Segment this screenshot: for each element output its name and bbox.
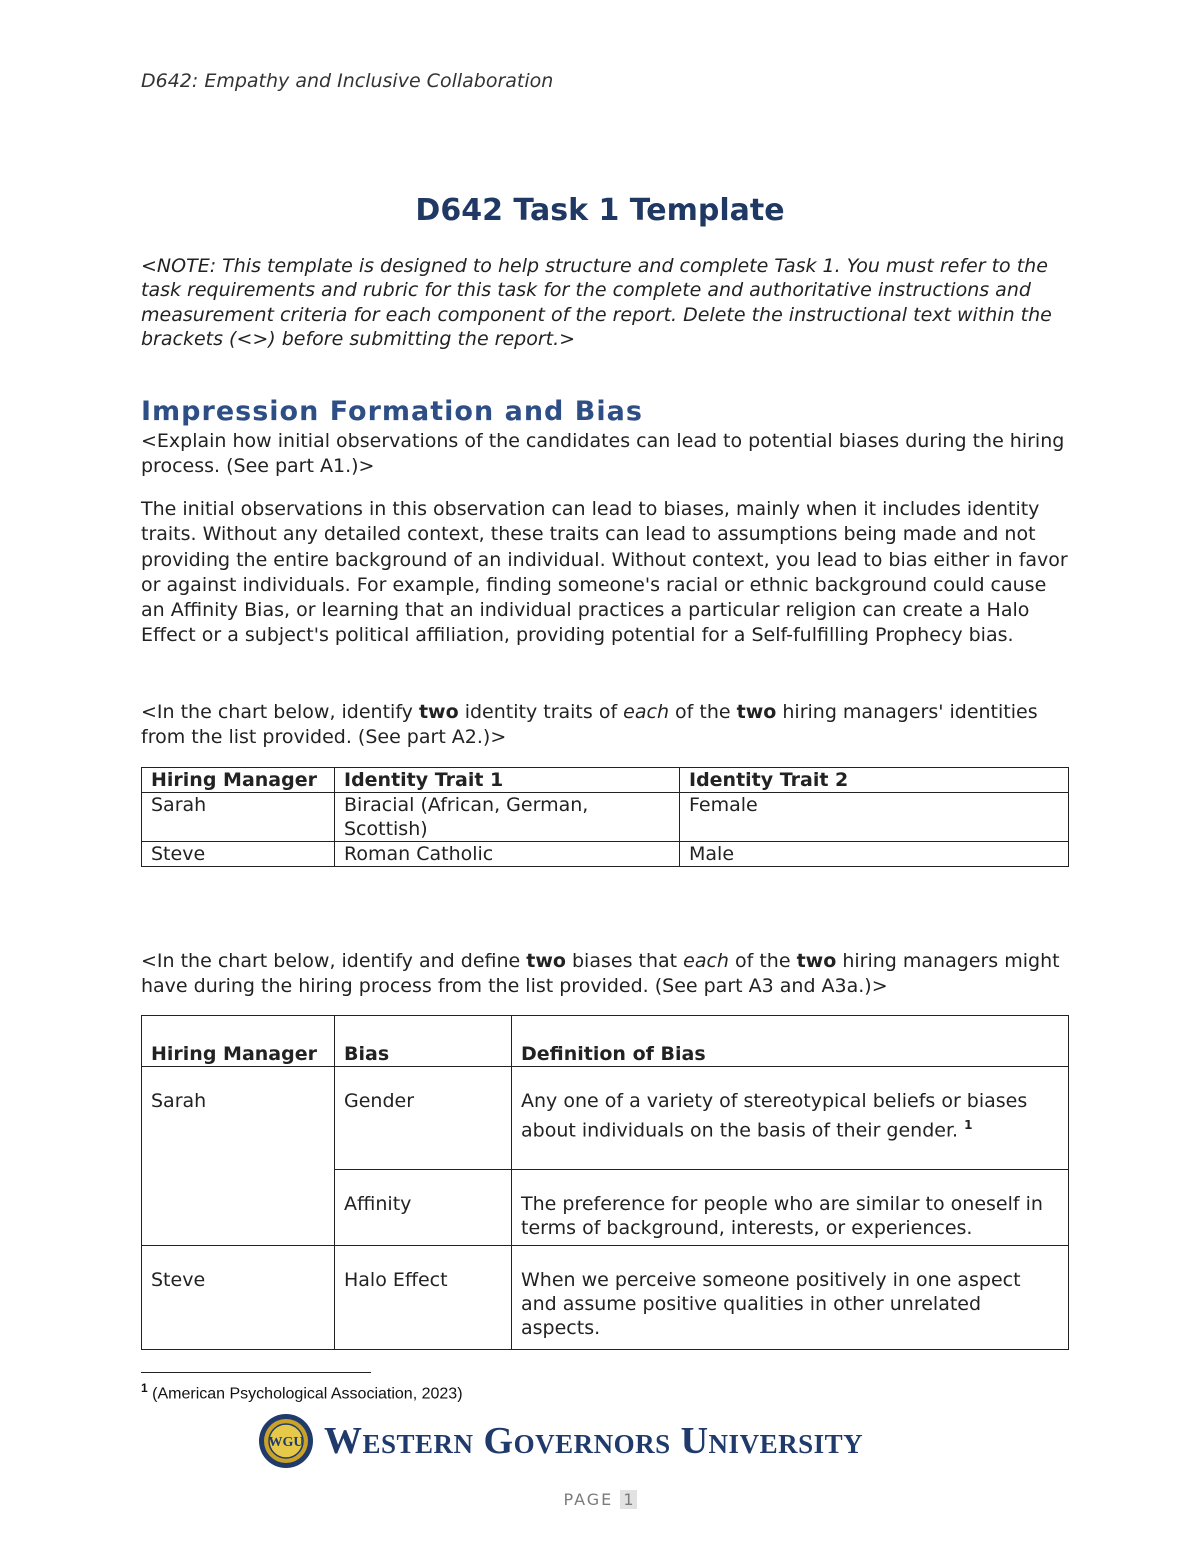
section-heading: Impression Formation and Bias (141, 396, 643, 427)
table-header-cell: Definition of Bias (512, 1016, 1069, 1067)
table-cell: When we perceive someone positively in one aspect and assume positive qualities in other unrelated aspects. (512, 1246, 1069, 1350)
table-row (142, 1067, 1069, 1170)
table-cell: Female (680, 793, 1069, 842)
table-cell: Roman Catholic (335, 842, 680, 867)
table-header-cell: Identity Trait 2 (680, 768, 1069, 793)
table-header-cell: Identity Trait 1 (335, 768, 680, 793)
prompt-a1: <Explain how initial observations of the candidates can lead to potential biases during the hiring process. (See part A1.)> (141, 430, 1065, 478)
footnote-ref[interactable]: 1 (964, 1118, 973, 1132)
wgu-logo (258, 1413, 863, 1469)
table-header-cell: Hiring Manager (142, 1016, 335, 1067)
wgu-seal-icon (258, 1413, 314, 1469)
table-cell: Affinity (335, 1170, 512, 1246)
table-header-cell: Bias (335, 1016, 512, 1067)
identity-traits-table (141, 767, 1069, 867)
table-cell: Gender (335, 1067, 512, 1170)
table-cell: Any one of a variety of stereotypical beliefs or biases about individuals on the basis of their gender. $^1$ (512, 1067, 1069, 1170)
svg-text:WGU: WGU (268, 1435, 304, 1450)
instruction-note: <NOTE: This template is designed to help structure and complete Task 1. You must refer to the task requirements and rubric for this task for the complete and authoritative instructions and measurement criteria for each component of the report. Delete the instructional text within the brackets (<>) before submitting the report.> (141, 255, 1052, 350)
table-cell: Steve (142, 1246, 335, 1350)
table-cell: Sarah (142, 793, 335, 842)
wgu-wordmark: Western Governors University (324, 1420, 864, 1462)
biases-table (141, 1015, 1069, 1350)
table-cell: Steve (142, 842, 335, 867)
prompt-a2: <In the chart below, identify two identity traits of each of the two hiring managers' identities from the list provided. (See part A2.)> (141, 701, 1038, 749)
table-cell: Male (680, 842, 1069, 867)
table-cell: Halo Effect (335, 1246, 512, 1350)
table-header-row (142, 768, 1069, 793)
table-row (142, 793, 1069, 842)
footnote-separator (141, 1372, 371, 1373)
document-title: D642 Task 1 Template (415, 193, 785, 228)
table-cell: Biracial (African, German, Scottish) (335, 793, 680, 842)
table-header-cell: Hiring Manager (142, 768, 335, 793)
table-cell: The preference for people who are similar to oneself in terms of background, interests, or experiences. (512, 1170, 1069, 1246)
footnote: $^1$ (American Psychological Association, 2023) (141, 1381, 463, 1403)
page-number: PAGE 1 (0, 1490, 1200, 1509)
table-cell: Sarah (142, 1067, 335, 1246)
table-header-row (142, 1016, 1069, 1067)
running-header: D642: Empathy and Inclusive Collaboration (141, 70, 554, 92)
prompt-a3: <In the chart below, identify and define two biases that each of the two hiring managers might have during the hiring process from the list provided. (See part A3 and A3a.)> (141, 950, 1060, 998)
table-row (142, 842, 1069, 867)
table-row (142, 1246, 1069, 1350)
body-paragraph: The initial observations in this observation can lead to biases, mainly when it includes identity traits. Without any detailed context, these traits can lead to assumptions being made and not providing the entire background of an individual. Without context, you lead to bias either in favor or against individuals. For example, finding someone's racial or ethnic background could cause an Affinity Bias, or learning that an individual practices a particular religion can create a Halo Effect or a subject's political affiliation, providing potential for a Self-fulfilling Prophecy bias. (141, 498, 1068, 647)
